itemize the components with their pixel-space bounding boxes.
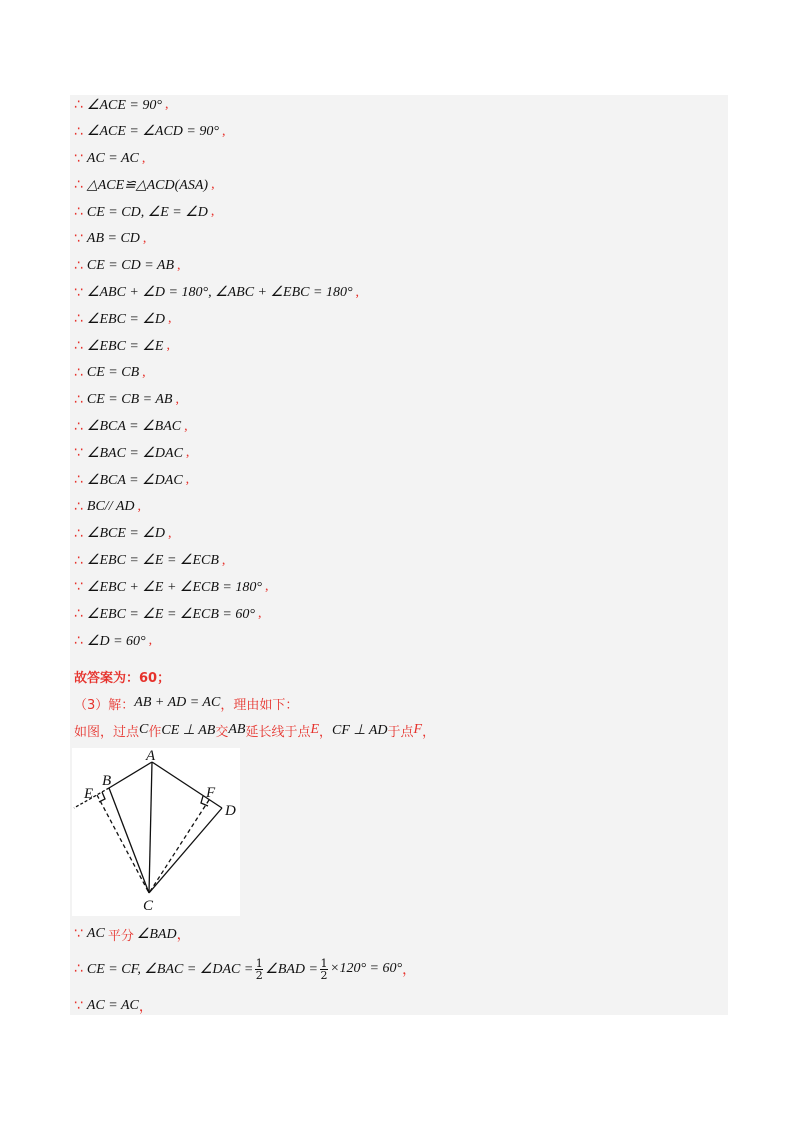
- proof-step: [74, 629, 152, 653]
- proof-step: [74, 522, 172, 546]
- step-comma: ,: [355, 284, 360, 300]
- construction-c: C: [139, 722, 149, 737]
- step-expression: ∠ABC + ∠D = 180°, ∠ABC + ∠EBC = 180°: [86, 285, 353, 301]
- therefore-symbol: ∴: [74, 606, 83, 623]
- therefore-symbol: ∴: [74, 633, 83, 649]
- proof-step: [74, 602, 261, 626]
- construction-t5: ，: [319, 724, 333, 740]
- label-d: D: [225, 803, 236, 819]
- therefore-symbol: ∴: [74, 472, 83, 489]
- label-f: F: [206, 785, 216, 801]
- step-expression: ∠BCA = ∠DAC: [86, 472, 183, 488]
- step-comma: ,: [142, 365, 146, 380]
- step-expression: ∠EBC = ∠E = ∠ECB: [86, 553, 219, 569]
- perpendicular-cf: [149, 800, 209, 893]
- step-expression: ∠EBC = ∠E = ∠ECB = 60°: [86, 606, 255, 622]
- step-comma: ,: [177, 257, 181, 273]
- equal-angles-line: [74, 954, 416, 984]
- bisector-end: ，: [176, 927, 191, 943]
- proof-step: [74, 281, 359, 305]
- step-expression: ∠BAC = ∠DAC: [86, 445, 183, 461]
- step-comma: ,: [168, 525, 172, 541]
- step-expression: ∠ACE = 90°: [86, 97, 162, 113]
- because-symbol: ∵: [74, 284, 83, 301]
- step-expression: ∠EBC + ∠E + ∠ECB = 180°: [86, 579, 262, 595]
- proof-step: [74, 93, 168, 117]
- segment-dc: [149, 808, 222, 893]
- step-comma: ,: [210, 204, 215, 220]
- step-expression: BC// AD: [86, 499, 135, 514]
- therefore-symbol: ∴: [74, 961, 83, 977]
- ac-equal-expr: AC = AC: [86, 998, 139, 1013]
- step-comma: ,: [166, 338, 170, 354]
- step-expression: ∠BCE = ∠D: [86, 526, 166, 542]
- therefore-symbol: ∴: [74, 552, 83, 569]
- bisector-cjk: 平分: [107, 928, 134, 944]
- proof-step: [74, 415, 188, 439]
- step-comma: ,: [175, 391, 179, 407]
- segment-ac: [149, 762, 152, 893]
- proof-step: [74, 147, 145, 171]
- equal-angles-c: ×120° = 60°: [330, 961, 403, 976]
- construction-t2: 作: [148, 724, 162, 740]
- proof-step: [74, 227, 146, 251]
- fraction-half-2: [320, 958, 328, 981]
- construction-f: F: [413, 722, 423, 737]
- step-expression: CE = CB: [86, 365, 140, 380]
- proof-step: [74, 495, 141, 519]
- step-comma: ,: [168, 311, 172, 327]
- because-symbol: ∵: [74, 445, 83, 462]
- part3-suffix: ，理由如下：: [220, 697, 299, 713]
- therefore-symbol: ∴: [74, 123, 83, 140]
- bisector-line: [74, 922, 191, 946]
- step-comma: ,: [211, 177, 215, 193]
- therefore-symbol: ∴: [74, 391, 83, 408]
- therefore-symbol: ∴: [74, 177, 83, 194]
- step-comma: ,: [257, 606, 262, 622]
- therefore-symbol: ∴: [74, 257, 83, 274]
- proof-step: [74, 361, 146, 385]
- part3-line: [74, 691, 298, 715]
- proof-step: [74, 549, 225, 573]
- step-comma: ,: [141, 150, 146, 166]
- label-c: C: [143, 898, 154, 914]
- step-comma: ,: [221, 123, 226, 139]
- answer-line: [74, 664, 170, 688]
- therefore-symbol: ∴: [74, 338, 83, 355]
- construction-t1: 如图，过点: [74, 724, 140, 740]
- therefore-symbol: ∴: [74, 418, 83, 435]
- therefore-symbol: ∴: [74, 97, 83, 113]
- step-expression: △ACE≌△ACD(ASA): [86, 177, 209, 193]
- therefore-symbol: ∴: [74, 311, 83, 328]
- step-expression: ∠EBC = ∠E: [86, 338, 164, 354]
- fraction-numerator: 1: [320, 956, 328, 970]
- step-comma: ,: [164, 97, 169, 112]
- equal-angles-a: CE = CF, ∠BAC = ∠DAC =: [86, 961, 254, 977]
- step-comma: ,: [137, 499, 141, 514]
- step-expression: CE = CD, ∠E = ∠D: [86, 204, 208, 220]
- construction-e: E: [310, 722, 320, 737]
- ac-equal-line: [74, 994, 153, 1018]
- construction-t6: 于点: [387, 724, 414, 740]
- step-expression: ∠EBC = ∠D: [86, 311, 166, 327]
- step-comma: ,: [185, 472, 190, 488]
- step-comma: ,: [185, 445, 190, 461]
- construction-e1: CE ⊥ AB: [161, 722, 216, 738]
- segment-bc: [109, 788, 149, 893]
- construction-t4: 延长线于点: [245, 724, 311, 740]
- label-b: B: [102, 773, 112, 789]
- proof-step: [74, 200, 214, 224]
- step-expression: ∠BCA = ∠BAC: [86, 419, 182, 435]
- construction-t3: 交: [215, 724, 229, 740]
- because-symbol: ∵: [74, 998, 83, 1014]
- bisector-expr2: ∠BAD: [136, 926, 177, 942]
- therefore-symbol: ∴: [74, 365, 83, 381]
- segment-ab: [109, 762, 152, 788]
- because-symbol: ∵: [74, 579, 83, 596]
- construction-e2: CF ⊥ AD: [332, 722, 388, 738]
- part3-expr: AB + AD = AC: [134, 695, 221, 710]
- fraction-numerator: 1: [255, 956, 263, 970]
- perpendicular-ce: [97, 795, 149, 893]
- proof-step: [74, 120, 225, 144]
- fraction-denominator: 2: [320, 968, 328, 982]
- quadrilateral-diagram: [72, 748, 240, 916]
- therefore-symbol: ∴: [74, 525, 83, 542]
- part3-prefix: （3）解：: [74, 697, 135, 713]
- therefore-symbol: ∴: [74, 499, 83, 515]
- construction-line: [74, 718, 435, 742]
- because-symbol: ∵: [74, 926, 83, 942]
- therefore-symbol: ∴: [74, 204, 83, 221]
- proof-step: [74, 334, 170, 358]
- step-expression: CE = CD = AB: [86, 257, 175, 273]
- proof-step: [74, 468, 189, 492]
- step-expression: AC = AC: [86, 150, 139, 166]
- proof-step: [74, 388, 179, 412]
- construction-t7: ，: [422, 724, 436, 740]
- fraction-half-1: [255, 958, 263, 981]
- proof-step: [74, 254, 181, 278]
- answer-text: 故答案为：60；: [74, 670, 171, 686]
- ac-equal-end: ，: [138, 999, 153, 1015]
- equal-angles-end: ，: [402, 962, 417, 978]
- step-expression: ∠D = 60°: [86, 633, 146, 649]
- label-a: A: [146, 748, 156, 764]
- fraction-denominator: 2: [255, 968, 263, 982]
- because-symbol: ∵: [74, 231, 83, 247]
- construction-ab: AB: [228, 722, 246, 737]
- proof-step: [74, 575, 268, 599]
- step-comma: ,: [148, 633, 153, 648]
- step-expression: AB = CD: [86, 231, 140, 246]
- label-e: E: [84, 786, 94, 802]
- proof-step: [74, 173, 215, 197]
- geometry-figure: [72, 748, 240, 916]
- step-comma: ,: [264, 579, 269, 595]
- step-expression: CE = CB = AB: [86, 391, 173, 407]
- step-comma: ,: [221, 552, 226, 568]
- step-comma: ,: [142, 231, 147, 246]
- because-symbol: ∵: [74, 150, 83, 167]
- bisector-expr: AC: [86, 926, 105, 941]
- proof-step: [74, 441, 189, 465]
- equal-angles-b: ∠BAD =: [265, 961, 318, 977]
- step-expression: ∠ACE = ∠ACD = 90°: [86, 124, 219, 140]
- step-comma: ,: [184, 418, 188, 434]
- proof-step: [74, 307, 172, 331]
